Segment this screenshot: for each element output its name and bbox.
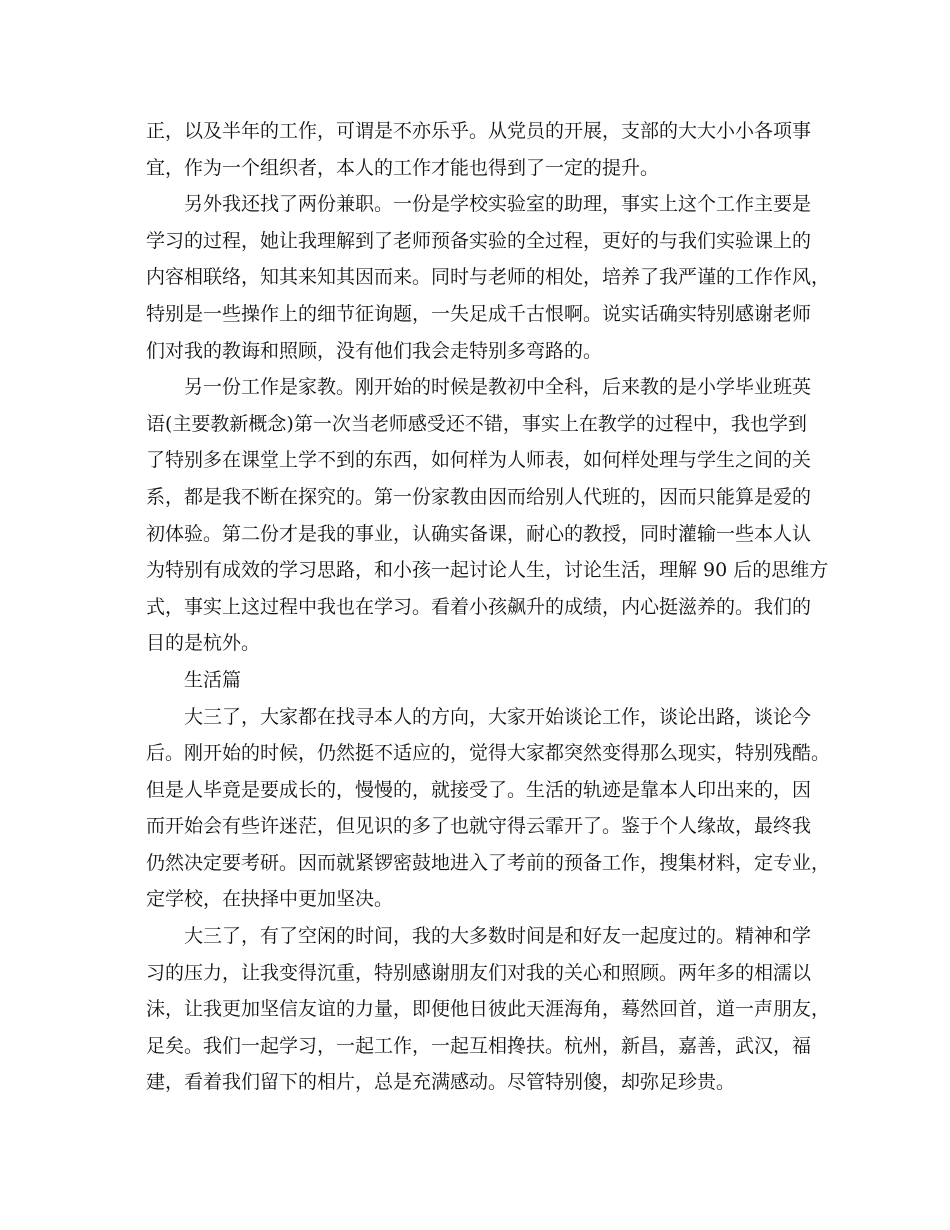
text-line: 大三了，有了空闲的时间，我的大多数时间是和好友一起度过的。精神和学 (184, 925, 812, 948)
text-line: 后。刚开始的时候，仍然挺不适应的，觉得大家都突然变得那么现实，特别残酷。 (146, 742, 831, 765)
text-line: 为特别有成效的学习思路，和小孩一起讨论人生，讨论生活，理解 90 后的思维方 (146, 559, 829, 582)
text-line: 另一份工作是家教。刚开始的时候是教初中全科，后来教的是小学毕业班英 (184, 376, 812, 399)
text-line: 初体验。第二份才是我的事业，认确实备课，耐心的教授，同时灌输一些本人认 (146, 522, 812, 545)
text-line: 生活篇 (184, 668, 242, 691)
text-line: 宜，作为一个组织者，本人的工作才能也得到了一定的提升。 (146, 156, 660, 179)
text-line: 学习的过程，她让我理解到了老师预备实验的全过程，更好的与我们实验课上的 (146, 229, 812, 252)
text-line: 定学校，在抉择中更加坚决。 (146, 888, 394, 911)
text-line: 足矣。我们一起学习，一起工作，一起互相搀扶。杭州，新昌，嘉善，武汉，福 (146, 1034, 812, 1057)
text-line: 沫，让我更加坚信友谊的力量，即便他日彼此天涯海角，蓦然回首，道一声朋友， (146, 998, 831, 1021)
text-line: 内容相联络，知其来知其因而来。同时与老师的相处，培养了我严谨的工作作风， (146, 266, 831, 289)
text-line: 特别是一些操作上的细节征询题，一失足成千古恨啊。说实话确实特别感谢老师 (146, 302, 812, 325)
text-line: 目的是杭外。 (146, 632, 261, 655)
text-line: 语(主要教新概念)第一次当老师感受还不错，事实上在教学的过程中，我也学到 (146, 412, 807, 435)
text-line: 另外我还找了两份兼职。一份是学校实验室的助理，事实上这个工作主要是 (184, 193, 812, 216)
text-line: 大三了，大家都在找寻本人的方向，大家开始谈论工作，谈论出路，谈论今 (184, 705, 812, 728)
text-line: 建，看着我们留下的相片，总是充满感动。尽管特别傻，却弥足珍贵。 (146, 1071, 736, 1094)
text-line: 仍然决定要考研。因而就紧锣密鼓地进入了考前的预备工作，搜集材料，定专业， (146, 851, 831, 874)
text-line: 而开始会有些许迷茫，但见识的多了也就守得云霏开了。鉴于个人缘故，最终我 (146, 815, 812, 838)
text-line: 系，都是我不断在探究的。第一份家教由因而给别人代班的，因而只能算是爱的 (146, 485, 812, 508)
text-line: 习的压力，让我变得沉重，特别感谢朋友们对我的关心和照顾。两年多的相濡以 (146, 961, 812, 984)
text-line: 但是人毕竟是要成长的，慢慢的，就接受了。生活的轨迹是靠本人印出来的，因 (146, 778, 812, 801)
text-line: 式，事实上这过程中我也在学习。看着小孩飙升的成绩，内心挺滋养的。我们的 (146, 595, 812, 618)
document-body (146, 113, 831, 1101)
text-line: 正，以及半年的工作，可谓是不亦乐乎。从党员的开展，支部的大大小小各项事 (146, 120, 812, 142)
text-line: 了特别多在课堂上学不到的东西，如何样为人师表，如何样处理与学生之间的关 (146, 449, 812, 472)
text-line: 们对我的教诲和照顾，没有他们我会走特别多弯路的。 (146, 339, 603, 362)
